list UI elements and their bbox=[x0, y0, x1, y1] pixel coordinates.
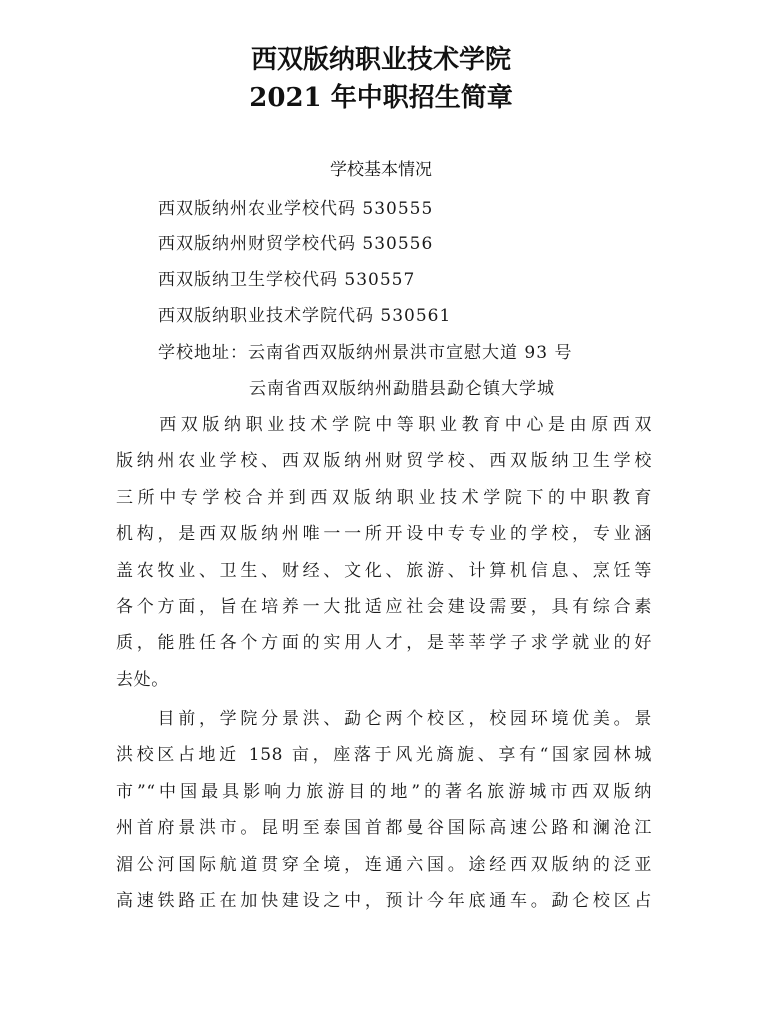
paragraph-line: 湄公河国际航道贯穿全境，连通六国。途经西双版纳的泛亚 bbox=[116, 854, 652, 875]
paragraph-line: 版纳州农业学校、西双版纳州财贸学校、西双版纳卫生学校 bbox=[116, 451, 652, 472]
paragraph-line: 机构，是西双版纳州唯一一所开设中专专业的学校，专业涵 bbox=[116, 524, 652, 545]
paragraph-line: 三所中专学校合并到西双版纳职业技术学院下的中职教育 bbox=[116, 487, 652, 508]
address-line1: 学校地址：云南省西双版纳州景洪市宣慰大道 93 号 bbox=[158, 343, 573, 363]
address-line2: 云南省西双版纳州勐腊县勐仑镇大学城 bbox=[249, 379, 555, 399]
paragraph-line: 去处。 bbox=[116, 669, 169, 690]
paragraph-line: 洪校区占地近 158 亩，座落于风光旖旎、享有“国家园林城 bbox=[116, 745, 652, 766]
paragraph-line: 盖农牧业、卫生、财经、文化、旅游、计算机信息、烹饪等 bbox=[116, 560, 652, 581]
paragraph-line: 高速铁路正在加快建设之中，预计今年底通车。勐仑校区占 bbox=[116, 891, 652, 912]
paragraph-line: 市”“中国最具影响力旅游目的地”的著名旅游城市西双版纳 bbox=[116, 781, 652, 802]
document-title-line1: 西双版纳职业技术学院 bbox=[250, 45, 511, 75]
school-code-line: 西双版纳职业技术学院代码 530561 bbox=[158, 306, 452, 326]
school-code-line: 西双版纳州农业学校代码 530555 bbox=[158, 199, 434, 219]
paragraph-line: 西双版纳职业技术学院中等职业教育中心是由原西双 bbox=[116, 415, 652, 435]
document-title-line2: 2021 年中职招生简章 bbox=[249, 83, 513, 113]
paragraph-line: 质，能胜任各个方面的实用人才，是莘莘学子求学就业的好 bbox=[116, 633, 652, 654]
paragraph-line: 目前，学院分景洪、勐仑两个校区，校园环境优美。景 bbox=[116, 709, 652, 729]
paragraph-campus bbox=[116, 701, 652, 919]
section-heading: 学校基本情况 bbox=[330, 160, 432, 180]
paragraph-line: 各个方面，旨在培养一大批适应社会建设需要，具有综合素 bbox=[116, 597, 652, 618]
paragraph-line: 州首府景洪市。昆明至泰国首都曼谷国际高速公路和澜沧江 bbox=[116, 818, 652, 839]
paragraph-intro bbox=[116, 407, 652, 698]
school-code-line: 西双版纳州财贸学校代码 530556 bbox=[158, 234, 434, 254]
school-code-line: 西双版纳卫生学校代码 530557 bbox=[158, 270, 416, 290]
